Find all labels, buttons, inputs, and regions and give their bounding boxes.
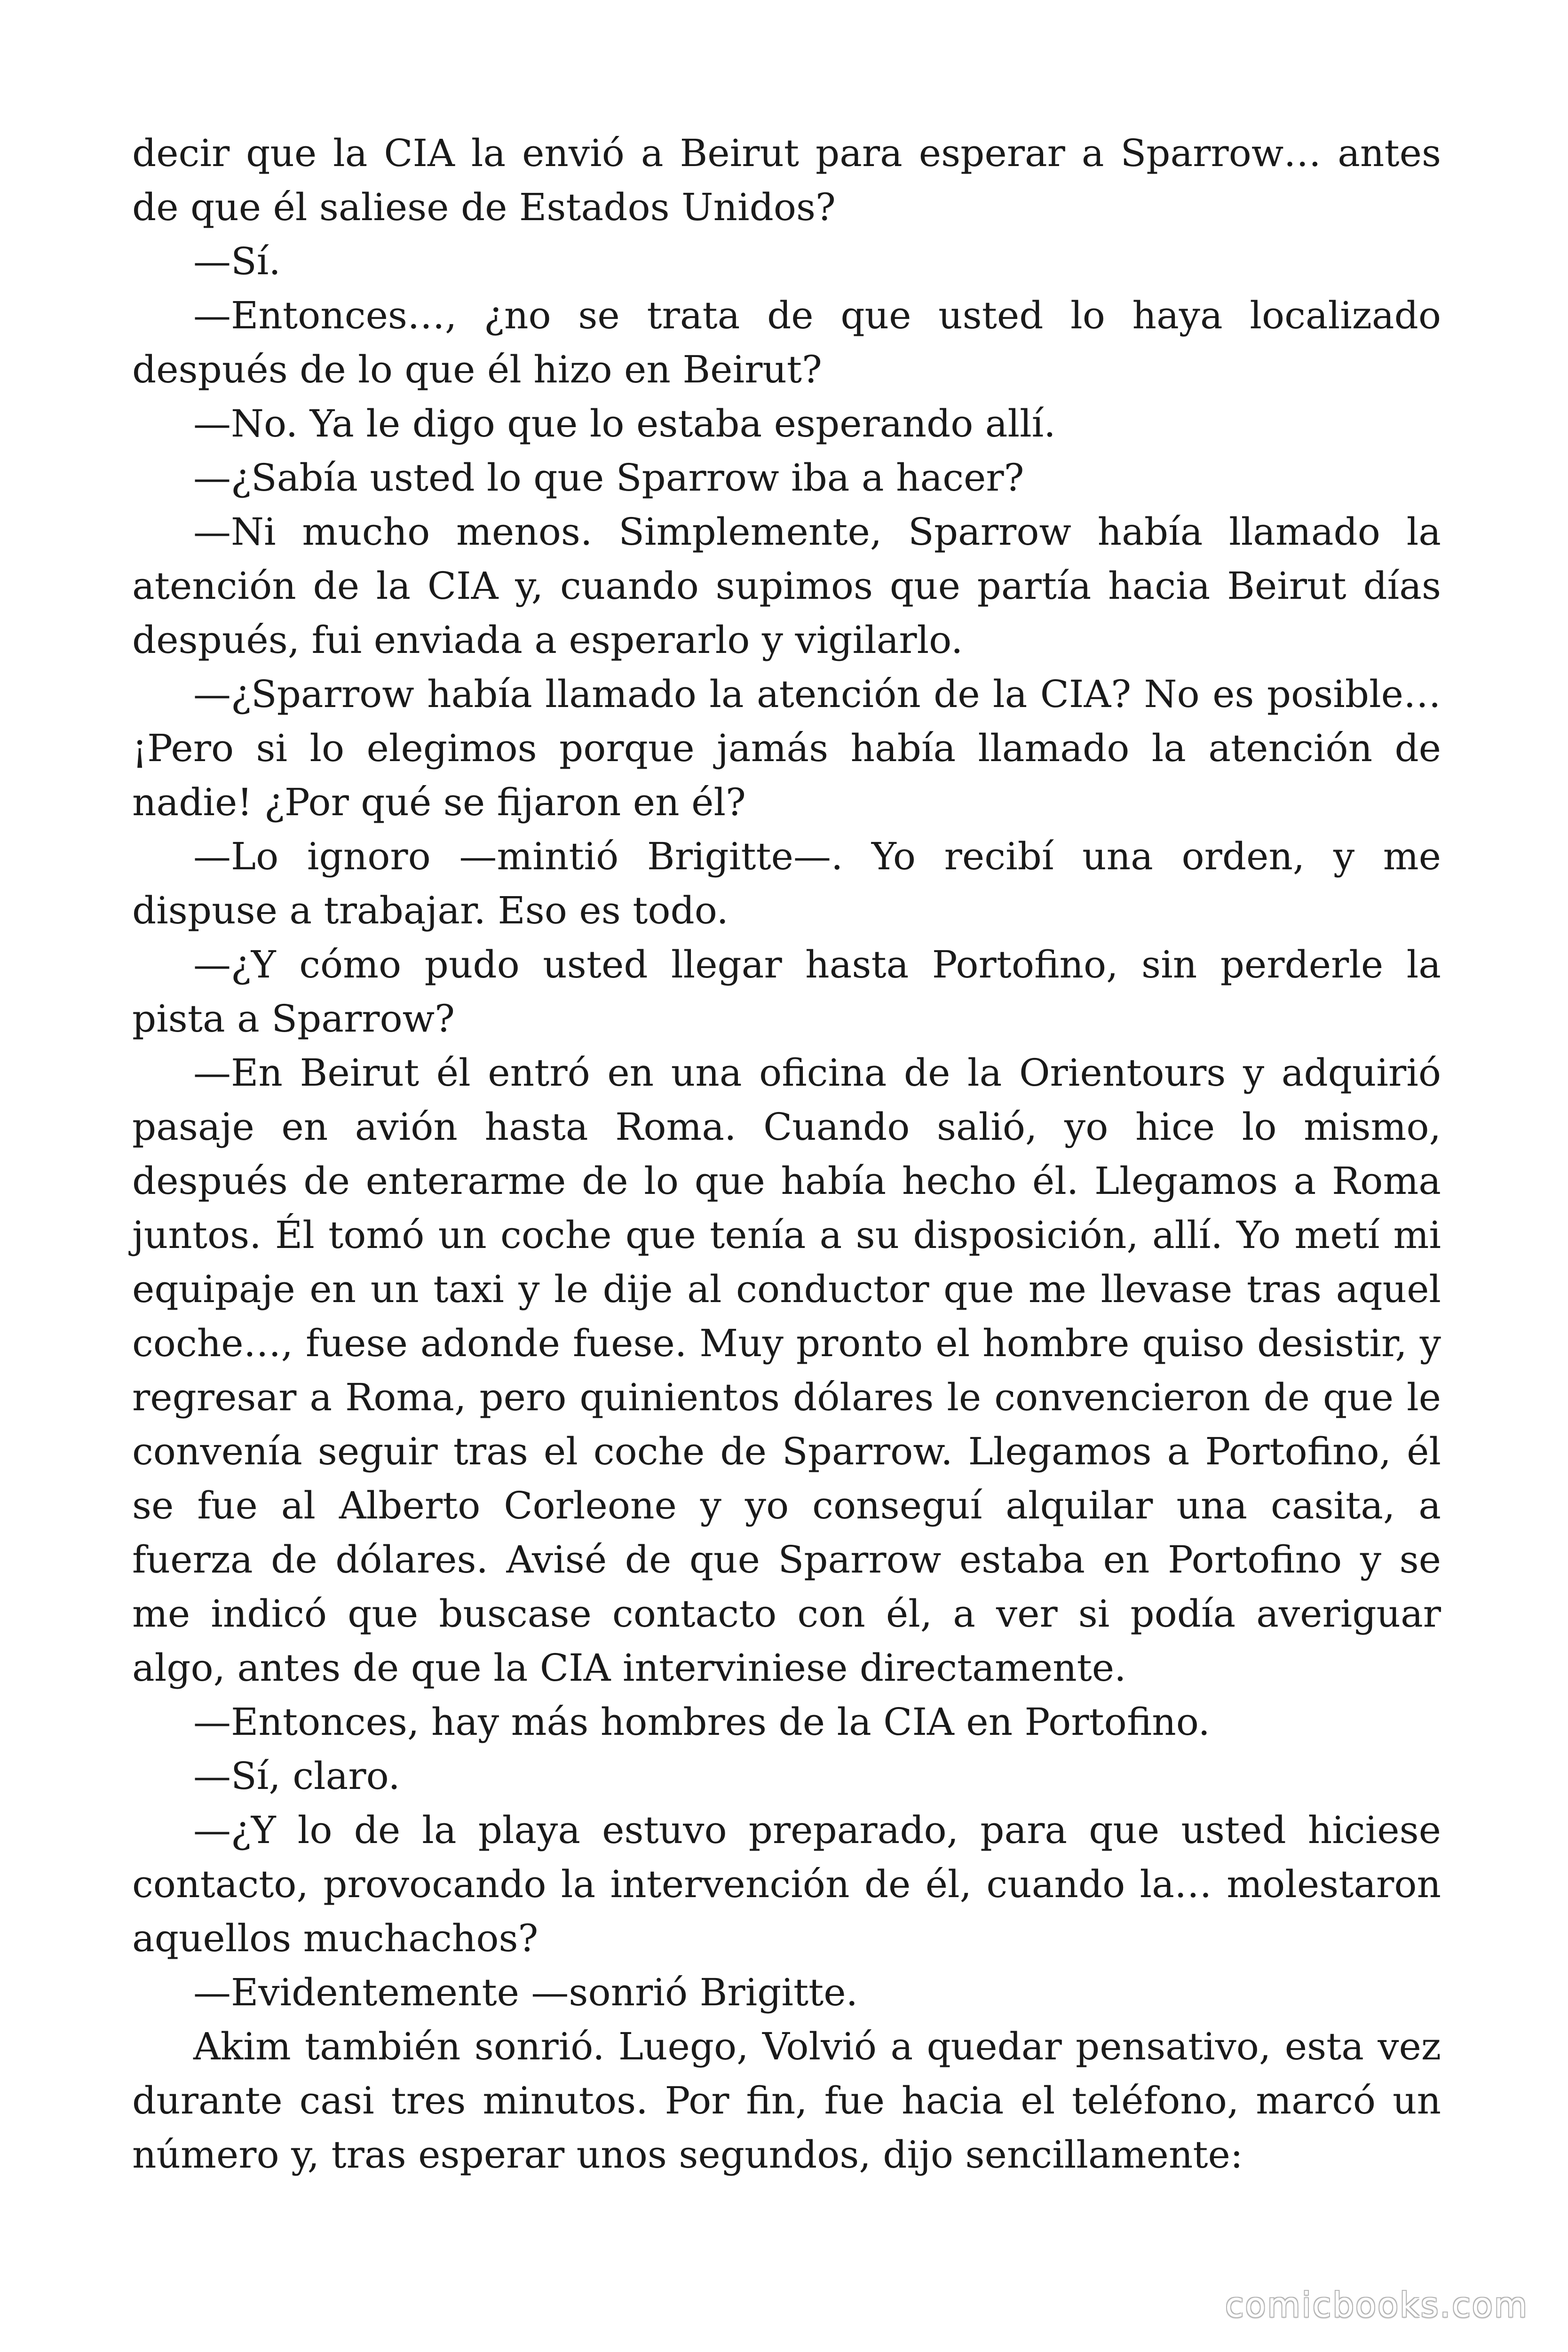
paragraph: decir que la CIA la envió a Beirut para esperar a Sparrow… antes de que él saliese de Estados Unidos? (132, 131, 1441, 229)
paragraph: —Lo ignoro —mintió Brigitte—. Yo recibí una orden, y me dispuse a trabajar. Eso es todo. (132, 834, 1441, 932)
paragraph: —¿Sparrow había llamado la atención de la CIA? No es posible… ¡Pero si lo elegimos porque jamás había llamado la atención de nadie! ¿Por qué se fijaron en él? (132, 672, 1441, 824)
paragraph: —¿Y lo de la playa estuvo preparado, para que usted hiciese contacto, provocando la intervención de él, cuando la… molestaron aquellos muchachos? (132, 1808, 1441, 1960)
paragraph: —Entonces, hay más hombres de la CIA en Portofino. (193, 1700, 1210, 1744)
paragraph: —Sí. (193, 239, 281, 283)
watermark: comicbooks.com (1225, 2285, 1528, 2325)
paragraph: —Sí, claro. (193, 1754, 400, 1798)
paragraph: —Ni mucho menos. Simplemente, Sparrow había llamado la atención de la CIA y, cuando supimos que partía hacia Beirut días después, fui enviada a esperarlo y vigilarlo. (132, 510, 1441, 662)
paragraph: —En Beirut él entró en una oficina de la Orientours y adquirió pasaje en avión hasta Roma. Cuando salió, yo hice lo mismo, después de enterarme de lo que había hecho él. Llegamos a Roma juntos. Él tomó un coche que tenía a su disposición, allí. Yo metí mi equipaje en un taxi y le dije al conductor que me llevase tras aquel coche…, fuese adonde fuese. Muy pronto el hombre quiso desistir, y regresar a Roma, pero quinientos dólares le convencieron de que le convenía seguir tras el coche de Sparrow. Llegamos a Portofino, él se fue al Alberto Corleone y yo conseguí alquilar una casita, a fuerza de dólares. Avisé de que Sparrow estaba en Portofino y se me indicó que buscase contacto con él, a ver si podía averiguar algo, antes de que la CIA interviniese directamente. (132, 1051, 1441, 1690)
paragraph: Akim también sonrió. Luego, Volvió a quedar pensativo, esta vez durante casi tres minutos. Por fin, fue hacia el teléfono, marcó un número y, tras esperar unos segundos, dijo sencillamente: (132, 2025, 1441, 2177)
paragraph: —¿Sabía usted lo que Sparrow iba a hacer? (193, 456, 1024, 500)
paragraph: —Evidentemente —sonrió Brigitte. (193, 1971, 858, 2014)
paragraph: —Entonces…, ¿no se trata de que usted lo haya localizado después de lo que él hizo en Beirut? (132, 294, 1441, 391)
page-body (132, 126, 1441, 2182)
paragraph: —¿Y cómo pudo usted llegar hasta Portofino, sin perderle la pista a Sparrow? (132, 943, 1441, 1041)
paragraph: —No. Ya le digo que lo estaba esperando allí. (193, 402, 1056, 445)
